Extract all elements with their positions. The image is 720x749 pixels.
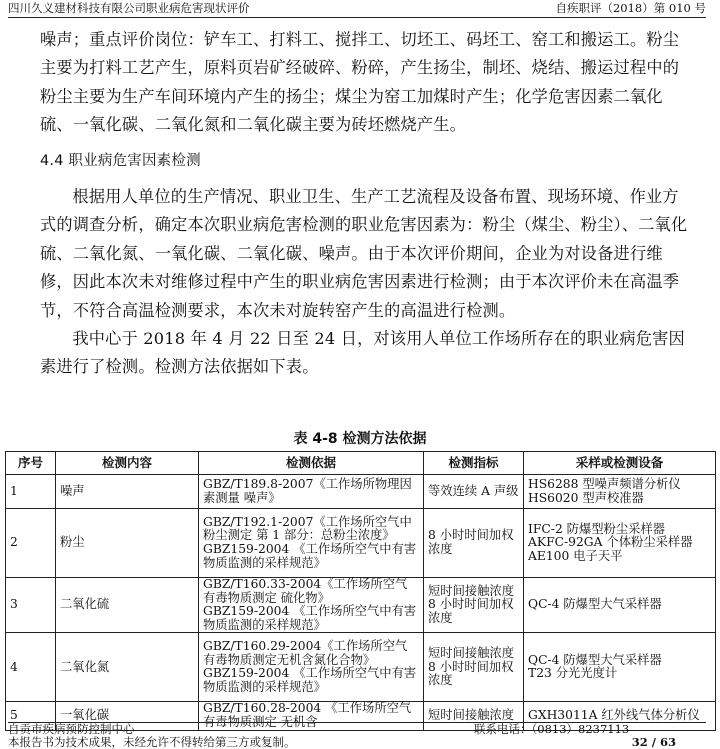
table-row (6, 475, 716, 509)
basis-line: GBZ/T160.33-2004《工作场所空气有毒物质测定 硫化物》 (203, 577, 408, 605)
device-line: AKFC-92GA 个体粉尘采样器 (528, 535, 693, 550)
page-header (8, 0, 706, 18)
paragraph-detection-date: 我中心于 2018 年 4 月 22 日至 24 日，对该用人单位工作场所存在的职业病危害因素进行了检测。检测方法依据如下表。 (40, 329, 685, 377)
header-cell-no: 序号 (6, 452, 56, 475)
basis-line: GBZ159-2004 《工作场所空气中有害物质监测的采样规范》 (203, 604, 417, 632)
device-line: HS6288 型噪声频谱分析仪 (528, 476, 681, 491)
cell-content: 一氧化碳 (56, 702, 199, 730)
header-cell-device: 采样或检测设备 (524, 452, 716, 475)
header-cell-basis: 检测依据 (199, 452, 424, 475)
page-number: 32 / 63 (631, 735, 676, 749)
cell-index (424, 509, 524, 578)
basis-line: GBZ159-2004 《工作场所空气中有害物质监测的采样规范》 (203, 666, 417, 694)
paragraph-hazard-sources: 噪声；重点评价岗位：铲车工、打料工、搅拌工、切坯工、码坯工、窑工和搬运工。粉尘主要为打料工艺产生，原料页岩矿经破碎、粉碎，产生扬尘，制坯、烧结、搬运过程中的粉尘主要为生产车间环境内产生的扬尘；煤尘为窑工加煤时产生；化学危害因素二氧化硫、一氧化碳、二氧化氮和二氧化碳主要为砖坯燃烧产生。 (40, 30, 680, 135)
device-line: T23 分光光度计 (528, 666, 618, 681)
index-line: 等效连续 A 声级 (428, 483, 519, 498)
device-line: QC-4 防爆型大气采样器 (528, 652, 662, 667)
index-line: 8 小时时间加权浓度 (428, 528, 514, 556)
header-cell-index: 检测指标 (424, 452, 524, 475)
detection-method-table (5, 451, 716, 731)
basis-line: GBZ/T160.29-2004《工作场所空气有毒物质测定无机含氮化合物》 (203, 639, 408, 667)
cell-no: 2 (6, 509, 56, 578)
cell-device (524, 578, 716, 633)
cell-basis (199, 475, 424, 509)
device-line: QC-4 防爆型大气采样器 (528, 597, 662, 612)
cell-device (524, 475, 716, 509)
cell-index (424, 578, 524, 633)
cell-device (524, 633, 716, 702)
basis-line: GBZ/T192.1-2007《工作场所空气中粉尘测定 第 1 部分：总粉尘浓度》 (203, 514, 412, 543)
section-heading: 4.4 职业病危害因素检测 (40, 152, 201, 169)
basis-line: GBZ159-2004 《工作场所空气中有害物质监测的采样规范》 (203, 542, 417, 570)
device-line: HS6020 型声校准器 (528, 490, 644, 505)
basis-line: GBZ/T189.8-2007《工作场所物理因素测量 噪声》 (203, 476, 412, 505)
device-line: IFC-2 防爆型粉尘采样器 (528, 521, 666, 536)
page-footer (8, 722, 706, 749)
index-line: 短时间接触浓度 (428, 645, 515, 660)
cell-no: 3 (6, 578, 56, 633)
header-cell-content: 检测内容 (56, 452, 199, 475)
device-line: AE100 电子天平 (528, 548, 623, 563)
cell-index (424, 633, 524, 702)
table-header-row (6, 452, 716, 475)
cell-content: 噪声 (56, 475, 199, 509)
device-line: GXH3011A 红外线气体分析仪 (528, 708, 700, 723)
footer-phone: 联系电话：（0813）8237113 (474, 722, 630, 736)
cell-no: 1 (6, 475, 56, 509)
basis-line: GBZ/T160.28-2004 《工作场所空气有毒物质测定 无机含 (203, 701, 412, 729)
footer-organization: 自贡市疾病预防控制中心 (8, 722, 135, 736)
cell-no: 4 (6, 633, 56, 702)
index-line: 8 小时时间加权浓度 (428, 597, 514, 625)
header-company: 四川久义建材科技有限公司职业病危害现状评价 (8, 1, 250, 15)
footer-notice: 本报告书为技术成果，未经允许不得转给第三方或复制。 (8, 735, 296, 749)
cell-no: 5 (6, 702, 56, 730)
index-line: 短时间接触浓度 (428, 708, 515, 723)
cell-content: 粉尘 (56, 509, 199, 578)
cell-device (524, 509, 716, 578)
cell-basis (199, 633, 424, 702)
table-caption: 表 4-8 检测方法依据 (293, 431, 427, 447)
table-row (6, 509, 716, 578)
index-line: 短时间接触浓度 (428, 583, 515, 598)
table-row (6, 633, 716, 702)
header-report-number: 自疾职评（2018）第 010 号 (555, 1, 706, 15)
cell-basis (199, 578, 424, 633)
cell-index (424, 475, 524, 509)
document-body (40, 26, 694, 382)
paragraph-detection-scope: 根据用人单位的生产情况、职业卫生、生产工艺流程及设备布置、现场环境、作业方式的调查分析，确定本次职业病危害检测的职业危害因素为：粉尘（煤尘、粉尘）、二氧化硫、二氧化氮、一氧化碳、二氧化碳、噪声。由于本次评价期间，企业为对设备进行维修，因此本次未对维修过程中产生的职业病危害因素进行检测；由于本次评价未在高温季节，不符合高温检测要求，本次未对旋转窑产生的高温进行检测。 (40, 187, 688, 320)
index-line: 8 小时时间加权浓度 (428, 659, 514, 688)
cell-basis (199, 509, 424, 578)
cell-content: 二氧化硫 (56, 578, 199, 633)
table-row (6, 578, 716, 633)
cell-content: 二氧化氮 (56, 633, 199, 702)
